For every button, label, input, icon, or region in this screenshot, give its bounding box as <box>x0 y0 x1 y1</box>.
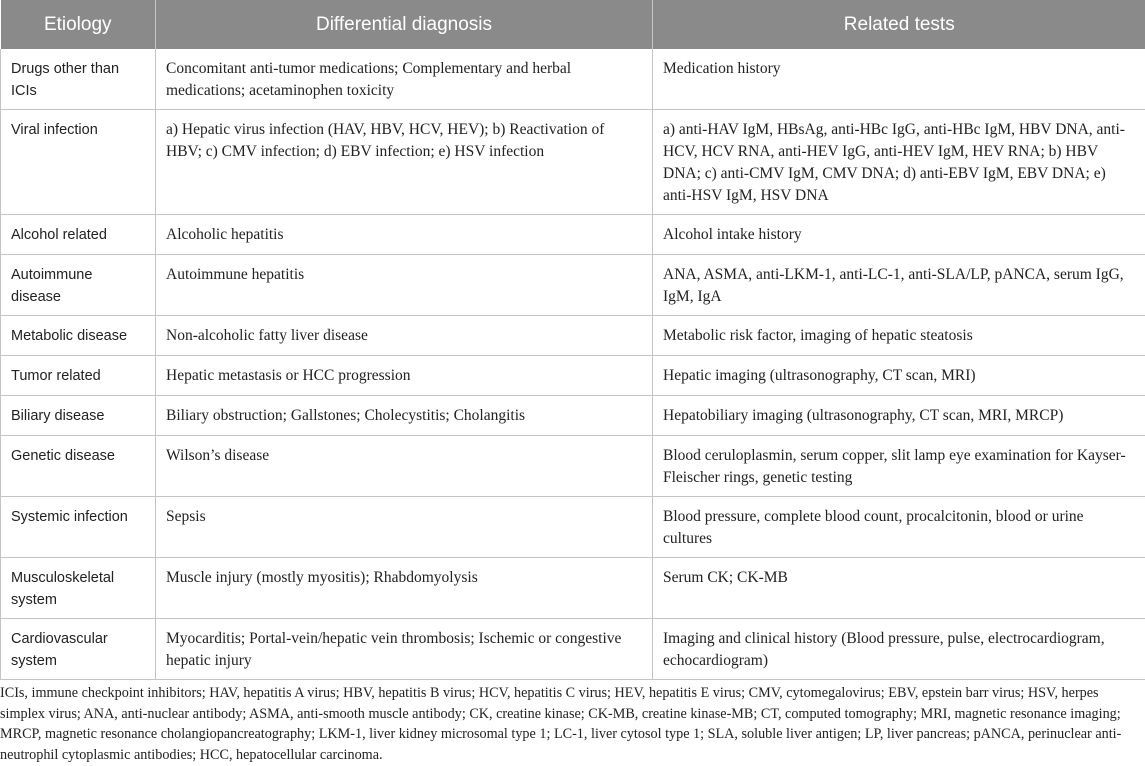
cell-tests: Hepatic imaging (ultrasonography, CT scan, MRI) <box>653 356 1145 396</box>
cell-etiology: Autoimmune disease <box>1 255 156 316</box>
cell-diagnosis: Sepsis <box>156 497 653 558</box>
header-related-tests: Related tests <box>653 0 1145 49</box>
table-row <box>1 396 1145 436</box>
cell-etiology: Metabolic disease <box>1 316 156 356</box>
cell-tests: a) anti-HAV IgM, HBsAg, anti-HBc IgG, anti-HBc IgM, HBV DNA, anti-HCV, HCV RNA, anti-HEV IgG, anti-HEV IgM, HEV RNA; b) HBV DNA; c) anti-CMV IgM, CMV DNA; d) anti-EBV IgM, EBV DNA; e) anti-HSV IgM, HSV DNA <box>653 110 1145 215</box>
cell-etiology: Drugs other than ICIs <box>1 49 156 110</box>
table-row <box>1 436 1145 497</box>
cell-diagnosis: Myocarditis; Portal-vein/hepatic vein thrombosis; Ischemic or congestive hepatic injury <box>156 619 653 680</box>
cell-diagnosis: Non-alcoholic fatty liver disease <box>156 316 653 356</box>
cell-tests: Hepatobiliary imaging (ultrasonography, CT scan, MRI, MRCP) <box>653 396 1145 436</box>
table-row <box>1 49 1145 110</box>
table-row <box>1 497 1145 558</box>
cell-etiology: Alcohol related <box>1 215 156 255</box>
header-etiology: Etiology <box>1 0 156 49</box>
table-row <box>1 558 1145 619</box>
cell-etiology: Viral infection <box>1 110 156 215</box>
cell-etiology: Tumor related <box>1 356 156 396</box>
table-row <box>1 356 1145 396</box>
cell-tests: Blood ceruloplasmin, serum copper, slit lamp eye examination for Kayser-Fleischer rings, genetic testing <box>653 436 1145 497</box>
cell-diagnosis: Concomitant anti-tumor medications; Complementary and herbal medications; acetaminophen toxicity <box>156 49 653 110</box>
header-differential-diagnosis: Differential diagnosis <box>156 0 653 49</box>
cell-diagnosis: a) Hepatic virus infection (HAV, HBV, HCV, HEV); b) Reactivation of HBV; c) CMV infection; d) EBV infection; e) HSV infection <box>156 110 653 215</box>
cell-tests: Alcohol intake history <box>653 215 1145 255</box>
cell-etiology: Genetic disease <box>1 436 156 497</box>
cell-etiology: Systemic infection <box>1 497 156 558</box>
table-footnote: ICIs, immune checkpoint inhibitors; HAV, hepatitis A virus; HBV, hepatitis B virus; HCV, hepatitis C virus; HEV, hepatitis E virus; CMV, cytomegalovirus; EBV, epstein barr virus; HSV, herpes simplex virus; ANA, anti-nuclear antibody; ASMA, anti-smooth muscle antibody; CK, creatine kinase; CK-MB, creatine kinase-MB; CT, computed tomography; MRI, magnetic resonance imaging; MRCP, magnetic resonance cholangiopancreatography; LKM-1, liver kidney microsomal type 1; LC-1, liver cytosol type 1; SLA, soluble liver antigen; LP, liver pancreas; pANCA, perinuclear anti-neutrophil cytoplasmic antibodies; HCC, hepatocellular carcinoma. <box>0 685 1122 763</box>
cell-tests: Metabolic risk factor, imaging of hepatic steatosis <box>653 316 1145 356</box>
cell-diagnosis: Autoimmune hepatitis <box>156 255 653 316</box>
cell-tests: Medication history <box>653 49 1145 110</box>
table-row <box>1 110 1145 215</box>
cell-diagnosis: Alcoholic hepatitis <box>156 215 653 255</box>
table-row <box>1 316 1145 356</box>
header-row <box>1 0 1145 49</box>
cell-tests: Blood pressure, complete blood count, procalcitonin, blood or urine cultures <box>653 497 1145 558</box>
cell-tests: Imaging and clinical history (Blood pressure, pulse, electrocardiogram, echocardiogram) <box>653 619 1145 680</box>
cell-diagnosis: Muscle injury (mostly myositis); Rhabdomyolysis <box>156 558 653 619</box>
cell-etiology: Cardiovascular system <box>1 619 156 680</box>
cell-etiology: Musculoskeletal system <box>1 558 156 619</box>
cell-diagnosis: Hepatic metastasis or HCC progression <box>156 356 653 396</box>
cell-tests: Serum CK; CK-MB <box>653 558 1145 619</box>
table-row <box>1 619 1145 680</box>
table-row <box>1 215 1145 255</box>
cell-diagnosis: Biliary obstruction; Gallstones; Cholecystitis; Cholangitis <box>156 396 653 436</box>
table-row <box>1 255 1145 316</box>
cell-tests: ANA, ASMA, anti-LKM-1, anti-LC-1, anti-SLA/LP, pANCA, serum IgG, IgM, IgA <box>653 255 1145 316</box>
cell-diagnosis: Wilson’s disease <box>156 436 653 497</box>
table-header <box>1 0 1145 49</box>
cell-etiology: Biliary disease <box>1 396 156 436</box>
table-body <box>1 49 1145 680</box>
